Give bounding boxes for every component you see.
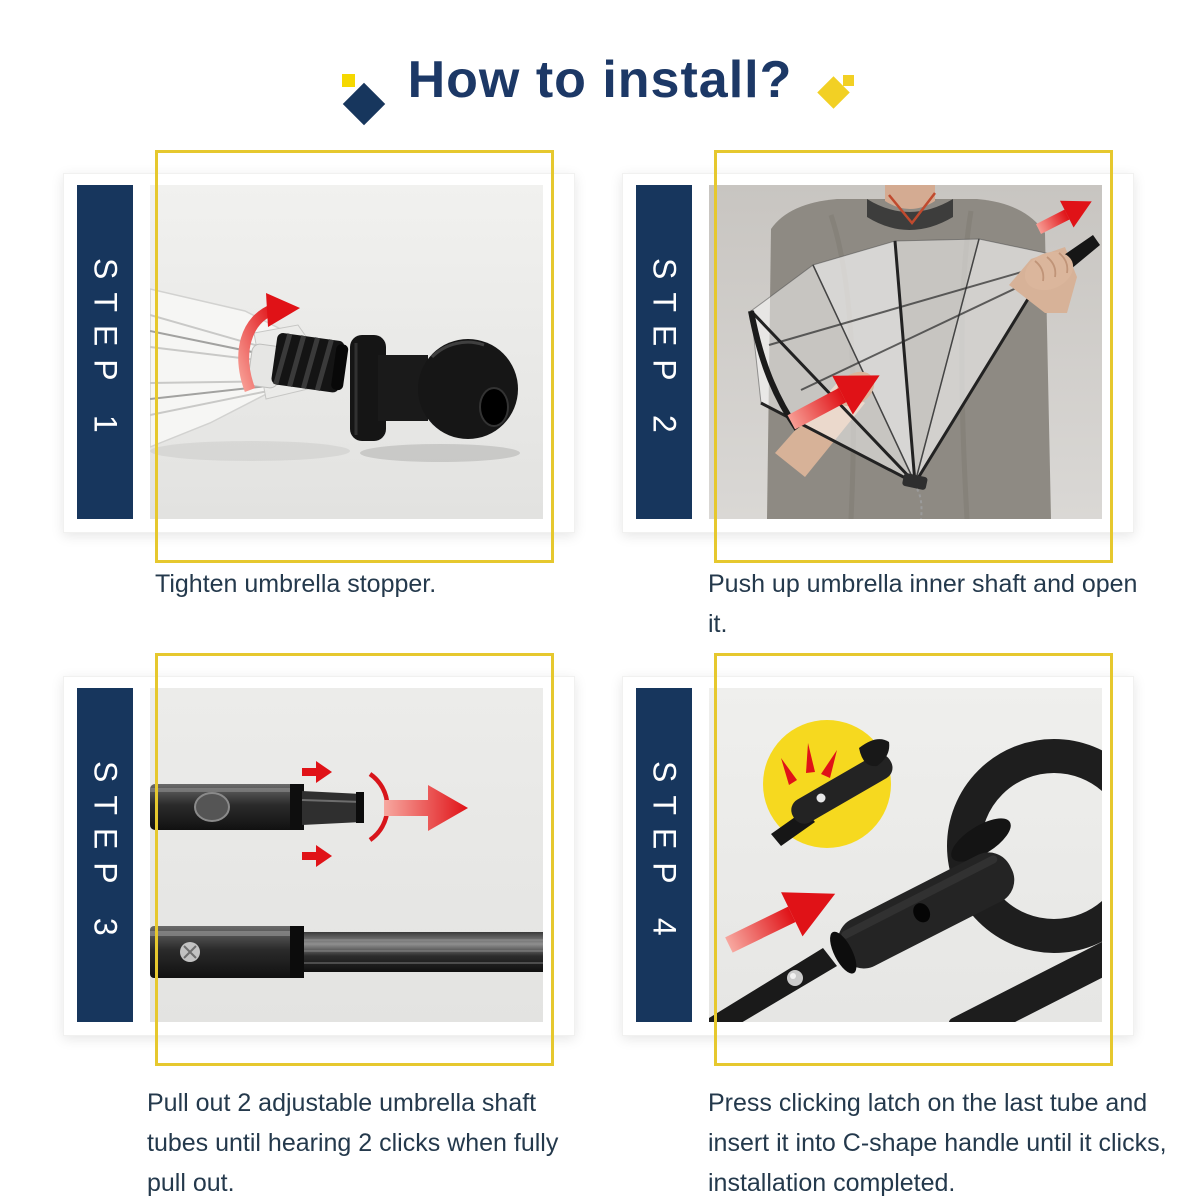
latch-button [817,794,826,803]
shaft-tubes-illustration [150,688,543,1022]
handle-insert-photo [709,688,1102,1022]
umbrella-stopper-photo [150,185,543,519]
step-3-label: STEP 3 [87,761,124,949]
open-umbrella-illustration [709,185,1102,519]
step-1-caption: Tighten umbrella stopper. [155,570,437,598]
step-4-caption: Press clicking latch on the last tube and insert it into C-shape handle until it clicks, installation completed. [708,1089,1167,1197]
step-4-label: STEP 4 [646,761,683,949]
step-1-block [63,173,573,598]
step-1-label: STEP 1 [87,258,124,446]
small-yellow-square-icon [843,75,854,86]
step-2-banner [636,185,692,519]
step-3-banner [77,688,133,1022]
step-2-block [622,173,1138,638]
umbrella-top-screw [271,332,350,394]
step-2-label: STEP 2 [646,258,683,446]
step-3-caption: Pull out 2 adjustable umbrella shaft tubes until hearing 2 clicks when fully pull out. [147,1089,559,1197]
page-title: How to install? [407,51,793,109]
step-1-banner [77,185,133,519]
step-2-caption: Push up umbrella inner shaft and open it. [708,570,1138,638]
step-3-block [63,676,573,1197]
open-umbrella-photo [709,185,1102,519]
step-4-banner [636,688,692,1022]
lower-shaft-tube [150,926,543,978]
handle-insert-illustration [709,688,1102,1022]
umbrella-stopper-illustration [150,185,543,519]
step-4-block [622,676,1167,1197]
shaft-tubes-photo [150,688,543,1022]
